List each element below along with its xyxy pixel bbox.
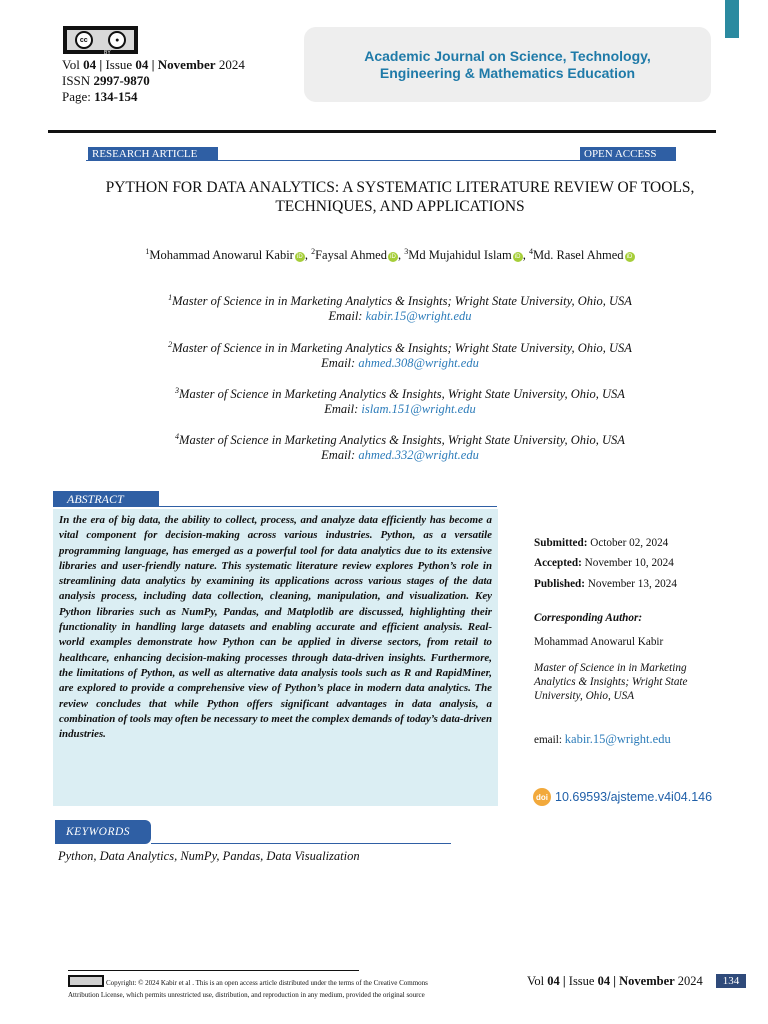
doi-text[interactable]: 10.69593/ajsteme.v4i04.146 [555, 790, 713, 804]
email-link[interactable]: ahmed.308@wright.edu [358, 356, 479, 371]
issn-line: ISSN 2997-9870 [62, 73, 150, 88]
orcid-icon[interactable]: iD [295, 252, 305, 262]
research-article-tag: RESEARCH ARTICLE [88, 147, 218, 161]
corresponding-author-label: Corresponding Author: [534, 612, 643, 624]
journal-name: Academic Journal on Science, Technology, Engineering & Mathematics Education [364, 47, 651, 81]
abstract-box [53, 509, 498, 806]
abstract-text: In the era of big data, the ability to collect, process, and analyze data efficiently has become a vital component for decision-making across various industries. Python, as a versatile programming language, has emerged as a powerful tool for data analytics due to its extensive libraries and user-friendly nature. This systematic literature review explores Python’s role in streamlining data analytics by examining its applications across various stages of the data analysis process, including data collection, cleaning, manipulation, and visualization. Key Python libraries such as NumPy, Pandas, and Matplotlib are discussed, highlighting their functionality in handling large datasets and enabling accurate and efficient analysis. Real-world examples demonstrate how Python can be applied in diverse sectors, from retail to healthcare, enhancing decision-making processes through data-driven insights. Furthermore, the limitations of Python, as well as alternative data analysis tools such as R and RapidMiner, are explored to provide a comprehensive view of Python’s place in modern data analytics. The review concludes that while Python offers significant advantages in data analysis, a combination of tools may often be necessary to meet the complex demands of today’s data-driven industries. [59, 514, 492, 741]
author-name: Mohammad Anowarul Kabir [149, 248, 294, 263]
by-label: BY [104, 50, 111, 56]
abstract-heading: ABSTRACT [53, 491, 159, 507]
open-access-tag: OPEN ACCESS [580, 147, 676, 161]
journal-name-box [304, 27, 711, 102]
orcid-icon[interactable]: iD [388, 252, 398, 262]
cc-icon: cc [75, 31, 93, 49]
keywords-heading-line [151, 843, 451, 844]
volume-info [62, 57, 245, 105]
author-name: Md Mujahidul Islam [408, 248, 512, 263]
footer-divider [68, 970, 359, 971]
footer-copyright: Copyright: © 2024 Kabir et al . This is an open access article distributed under the terms of the Creative Commons Attribution License, which permits unrestricted use, distribution, and reproduction in any medium, provided the original source [68, 979, 428, 999]
email-link[interactable]: kabir.15@wright.edu [564, 732, 671, 746]
doi-icon: doi [533, 788, 551, 806]
article-title: PYTHON FOR DATA ANALYTICS: A SYSTEMATIC LITERATURE REVIEW OF TOOLS, TECHNIQUES, AND APPLICATIONS [105, 179, 695, 215]
author-list: $^1$Mohammad Anowarul Kabir iD , $^2$Faysal Ahmed iD , $^3$Md Mujahidul Islam iD , $^4$Md. Rasel Ahmed iD [40, 247, 740, 263]
affiliation-4: $^4$Master of Science in Marketing Analytics & Insights, Wright State University, Ohio, USA Email: ahmed.332@wright.edu [175, 432, 625, 463]
keywords-text: Python, Data Analytics, NumPy, Pandas, Data Visualization [58, 849, 360, 863]
orcid-icon[interactable]: iD [513, 252, 523, 262]
corner-tab [725, 0, 739, 38]
orcid-icon[interactable]: iD [625, 252, 635, 262]
affiliation-2: $^2$Master of Science in in Marketing Analytics & Insights; Wright State University, Ohio, USA Email: ahmed.308@wright.edu [168, 340, 632, 371]
vol-issue-line: Vol 04 | Issue 04 | November 2024 [62, 57, 245, 72]
published-date: Published: November 13, 2024 [534, 578, 677, 590]
corresponding-email: email: kabir.15@wright.edu [534, 732, 671, 746]
corresponding-author-name: Mohammad Anowarul Kabir [534, 636, 664, 648]
page-range-line: Page: 134-154 [62, 89, 138, 104]
email-link[interactable]: ahmed.332@wright.edu [358, 448, 479, 463]
header-divider [48, 130, 716, 133]
affiliation-1: $^1$Master of Science in in Marketing Analytics & Insights; Wright State University, Ohio, USA Email: kabir.15@wright.edu [168, 293, 632, 324]
abstract-heading-line [159, 506, 497, 507]
page-number: 134 [716, 974, 746, 988]
submitted-date: Submitted: October 02, 2024 [534, 537, 669, 549]
author-name: Md. Rasel Ahmed [532, 248, 624, 263]
attribution-person-icon: ● [108, 31, 126, 49]
accepted-date: Accepted: November 10, 2024 [534, 557, 674, 569]
affiliation-3: $^3$Master of Science in Marketing Analytics & Insights, Wright State University, Ohio, USA Email: islam.151@wright.edu [175, 386, 625, 417]
keywords-heading: KEYWORDS [55, 820, 151, 844]
footer-volume-info: Vol 04 | Issue 04 | November 2024 [527, 974, 703, 988]
doi-link[interactable] [533, 788, 712, 806]
email-link[interactable]: kabir.15@wright.edu [365, 309, 472, 324]
author-name: Faysal Ahmed [315, 248, 387, 263]
email-link[interactable]: islam.151@wright.edu [361, 402, 476, 417]
cc-by-license-badge[interactable] [63, 26, 138, 54]
corresponding-author-affiliation: Master of Science in in Marketing Analytics & Insights; Wright State University, Ohio, USA [534, 662, 688, 702]
